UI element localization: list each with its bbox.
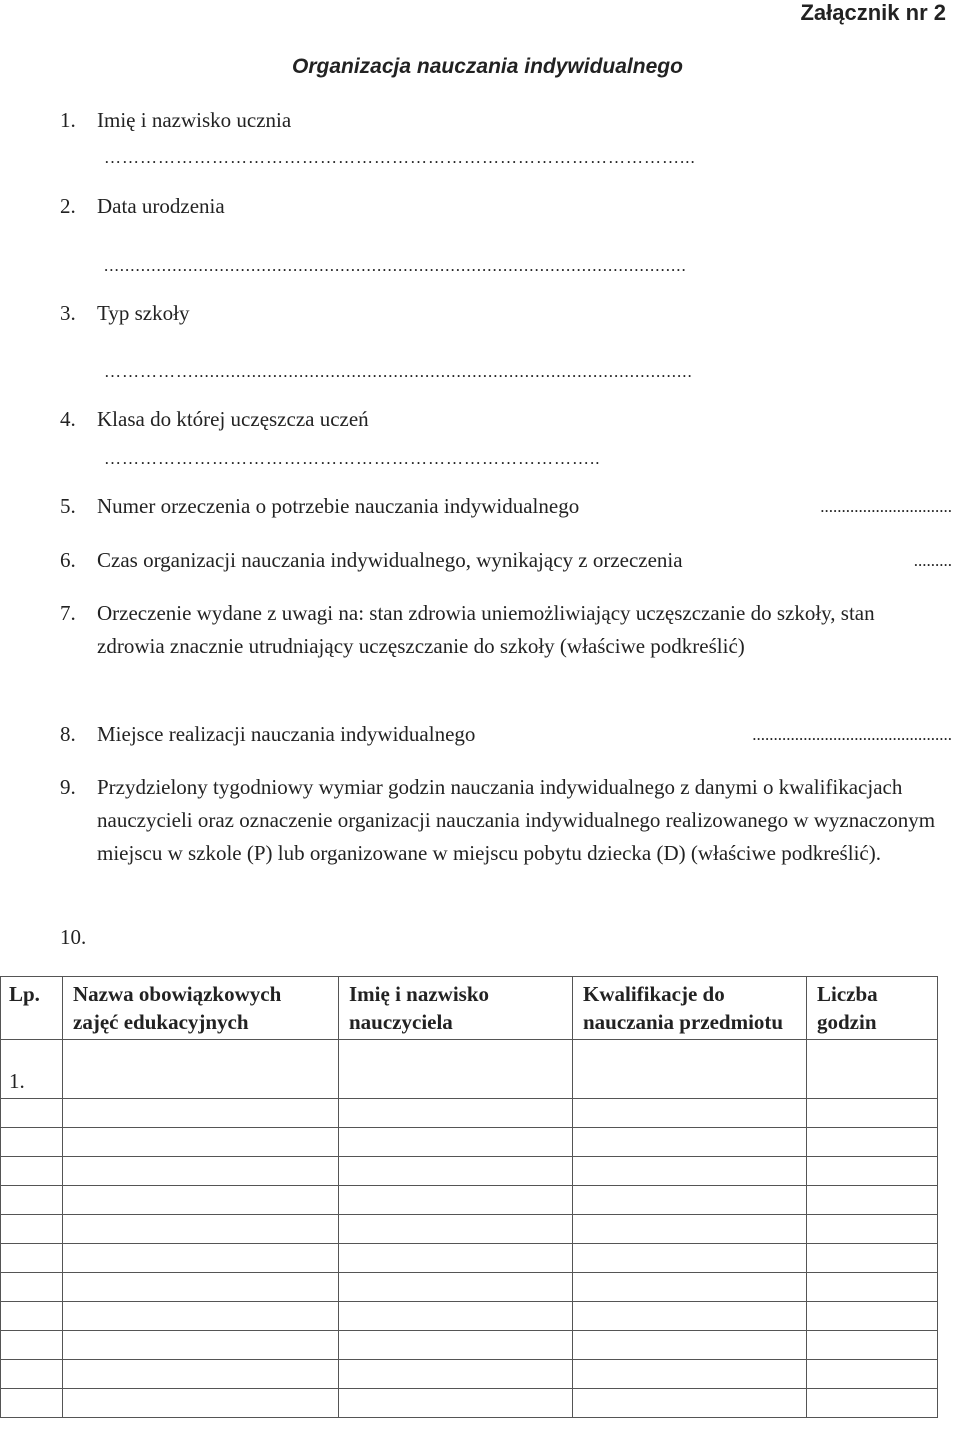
cell-qualifications[interactable] xyxy=(573,1186,807,1215)
document-title: Organizacja nauczania indywidualnego xyxy=(292,55,683,78)
cell-qualifications[interactable] xyxy=(573,1040,807,1099)
cell-subject[interactable] xyxy=(63,1244,339,1273)
cell-qualifications[interactable] xyxy=(573,1273,807,1302)
header-qualifications: Kwalifikacje do nauczania przedmiotu xyxy=(573,977,807,1040)
cell-hours[interactable] xyxy=(807,1215,938,1244)
table-row xyxy=(1,1215,938,1244)
cell-lp[interactable] xyxy=(1,1331,63,1360)
cell-subject[interactable] xyxy=(63,1186,339,1215)
cell-teacher[interactable] xyxy=(339,1244,573,1273)
table-row xyxy=(1,1389,938,1418)
cell-teacher[interactable] xyxy=(339,1186,573,1215)
item-number: 2. xyxy=(60,194,76,218)
hours-table xyxy=(0,976,938,1418)
item-label: Numer orzeczenia o potrzebie nauczania indywidualnego xyxy=(97,494,580,518)
table-row xyxy=(1,1099,938,1128)
cell-lp: 1. xyxy=(1,1040,63,1099)
fill-dots-decision-number[interactable]: ............................... xyxy=(820,497,952,516)
header-hours: Liczba godzin xyxy=(807,977,938,1040)
item-number: 1. xyxy=(60,108,76,132)
cell-hours[interactable] xyxy=(807,1331,938,1360)
cell-qualifications[interactable] xyxy=(573,1360,807,1389)
item-label: Przydzielony tygodniowy wymiar godzin nauczania indywidualnego z danymi o kwalifikacjach nauczycieli oraz oznaczenie organizacji nauczania indywidualnego realizowanego w wyznaczonym miejscu w szkole (P) lub organizowane w miejscu pobytu dziecka (D) (właściwe podkreślić). xyxy=(97,775,936,865)
cell-subject[interactable] xyxy=(63,1331,339,1360)
cell-teacher[interactable] xyxy=(339,1331,573,1360)
cell-subject[interactable] xyxy=(63,1302,339,1331)
fill-line-student-name[interactable]: ……………………………………………………………………………………... xyxy=(104,148,696,167)
cell-lp[interactable] xyxy=(1,1273,63,1302)
cell-subject[interactable] xyxy=(63,1099,339,1128)
cell-teacher[interactable] xyxy=(339,1157,573,1186)
annex-label: Załącznik nr 2 xyxy=(800,0,946,25)
item-number: 10. xyxy=(60,925,87,949)
table-row xyxy=(1,1040,938,1099)
cell-lp[interactable] xyxy=(1,1302,63,1331)
cell-hours[interactable] xyxy=(807,1389,938,1418)
item-label: Miejsce realizacji nauczania indywidualnego xyxy=(97,722,476,746)
item-number: 4. xyxy=(60,407,76,431)
cell-teacher[interactable] xyxy=(339,1360,573,1389)
cell-lp[interactable] xyxy=(1,1360,63,1389)
cell-lp[interactable] xyxy=(1,1099,63,1128)
cell-subject[interactable] xyxy=(63,1040,339,1099)
item-label: Typ szkoły xyxy=(97,301,190,325)
cell-qualifications[interactable] xyxy=(573,1215,807,1244)
cell-qualifications[interactable] xyxy=(573,1244,807,1273)
table-header-row xyxy=(1,977,938,1040)
cell-hours[interactable] xyxy=(807,1157,938,1186)
item-label: Data urodzenia xyxy=(97,194,225,218)
cell-lp[interactable] xyxy=(1,1157,63,1186)
cell-lp[interactable] xyxy=(1,1128,63,1157)
item-number: 6. xyxy=(60,548,76,572)
table-row xyxy=(1,1360,938,1389)
cell-hours[interactable] xyxy=(807,1273,938,1302)
cell-qualifications[interactable] xyxy=(573,1157,807,1186)
cell-hours[interactable] xyxy=(807,1302,938,1331)
cell-hours[interactable] xyxy=(807,1186,938,1215)
fill-dots-duration[interactable]: ......... xyxy=(913,551,952,570)
cell-teacher[interactable] xyxy=(339,1389,573,1418)
fill-line-school-type[interactable]: ……………............................................................................................... xyxy=(104,362,693,381)
cell-qualifications[interactable] xyxy=(573,1302,807,1331)
table-row xyxy=(1,1302,938,1331)
header-teacher: Imię i nazwisko nauczyciela xyxy=(339,977,573,1040)
table-row xyxy=(1,1186,938,1215)
cell-teacher[interactable] xyxy=(339,1040,573,1099)
item-label: Orzeczenie wydane z uwagi na: stan zdrowia uniemożliwiający uczęszczanie do szkoły, stan zdrowia znacznie utrudniający uczęszczanie do szkoły (właściwe podkreślić) xyxy=(97,601,875,658)
cell-subject[interactable] xyxy=(63,1389,339,1418)
item-number: 7. xyxy=(60,601,76,625)
cell-subject[interactable] xyxy=(63,1215,339,1244)
item-label: Czas organizacji nauczania indywidualnego, wynikający z orzeczenia xyxy=(97,548,683,572)
fill-line-class[interactable]: ……………………………………………………………………….. xyxy=(104,449,601,468)
table-row xyxy=(1,1128,938,1157)
cell-hours[interactable] xyxy=(807,1099,938,1128)
table-row xyxy=(1,1331,938,1360)
cell-teacher[interactable] xyxy=(339,1215,573,1244)
item-number: 8. xyxy=(60,722,76,746)
cell-qualifications[interactable] xyxy=(573,1128,807,1157)
cell-lp[interactable] xyxy=(1,1389,63,1418)
cell-lp[interactable] xyxy=(1,1244,63,1273)
fill-line-birth-date[interactable]: ............................................................................................................... xyxy=(104,256,687,275)
cell-teacher[interactable] xyxy=(339,1128,573,1157)
cell-qualifications[interactable] xyxy=(573,1331,807,1360)
item-label: Klasa do której uczęszcza uczeń xyxy=(97,407,369,431)
cell-teacher[interactable] xyxy=(339,1273,573,1302)
cell-subject[interactable] xyxy=(63,1157,339,1186)
cell-hours[interactable] xyxy=(807,1128,938,1157)
cell-lp[interactable] xyxy=(1,1186,63,1215)
cell-teacher[interactable] xyxy=(339,1099,573,1128)
cell-hours[interactable] xyxy=(807,1360,938,1389)
cell-lp[interactable] xyxy=(1,1215,63,1244)
item-number: 5. xyxy=(60,494,76,518)
fill-dots-location[interactable]: ............................................... xyxy=(752,725,952,744)
item-number: 9. xyxy=(60,775,76,799)
cell-subject[interactable] xyxy=(63,1128,339,1157)
table-row xyxy=(1,1157,938,1186)
cell-teacher[interactable] xyxy=(339,1302,573,1331)
cell-subject[interactable] xyxy=(63,1273,339,1302)
item-label: Imię i nazwisko ucznia xyxy=(97,108,292,132)
cell-qualifications[interactable] xyxy=(573,1099,807,1128)
cell-hours[interactable] xyxy=(807,1040,938,1099)
header-lp: Lp. xyxy=(1,977,63,1040)
table-row xyxy=(1,1244,938,1273)
cell-qualifications[interactable] xyxy=(573,1389,807,1418)
item-number: 3. xyxy=(60,301,76,325)
table-row xyxy=(1,1273,938,1302)
cell-hours[interactable] xyxy=(807,1244,938,1273)
cell-subject[interactable] xyxy=(63,1360,339,1389)
header-subject: Nazwa obowiązkowych zajęć edukacyjnych xyxy=(63,977,339,1040)
